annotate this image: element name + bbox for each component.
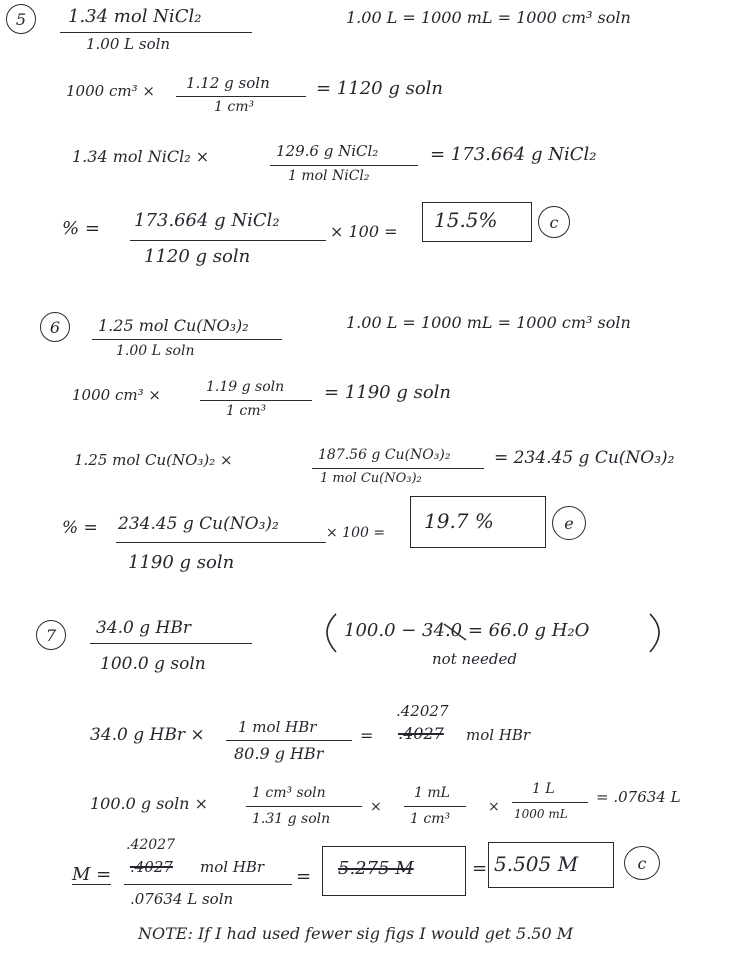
p7-dens-bar	[246, 806, 362, 807]
p6-percent-label: % =	[62, 518, 98, 538]
p7-conv-numerator: 1 mol HBr	[238, 718, 317, 736]
p5-given-numerator: 1.34 mol NiCl₂	[68, 6, 202, 27]
p6-grams-result: = 234.45 g Cu(NO₃)₂	[494, 448, 675, 468]
p7-choice: c	[624, 846, 660, 880]
p7-ml-bar	[404, 806, 466, 807]
p6-mass-lead: 1000 cm³ ×	[72, 386, 161, 404]
p5-answer: 15.5%	[434, 208, 498, 232]
p7-ml-denominator: 1 cm³	[410, 811, 451, 827]
p7-conv-bar	[226, 740, 352, 741]
p6-density-numerator: 1.19 g soln	[206, 379, 285, 395]
p7-l-numerator: 1 L	[532, 781, 555, 797]
p5-mass-lead: 1000 cm³ ×	[66, 82, 155, 100]
p5-density-numerator: 1.12 g soln	[186, 74, 270, 92]
p7-conv-denominator: 80.9 g HBr	[234, 744, 324, 763]
problem-6-number: 6	[40, 312, 70, 342]
p5-molar-denominator: 1 mol NiCl₂	[288, 168, 370, 184]
p7-volume-result: = .07634 L	[596, 788, 681, 806]
p7-moles-original: .4027	[398, 724, 444, 743]
p7-m-num-unit: mol HBr	[200, 858, 265, 876]
problem-7-number: 7	[36, 620, 66, 650]
p5-molar-numerator: 129.6 g NiCl₂	[276, 142, 379, 160]
p6-choice: e	[552, 506, 586, 540]
p7-answer-equals: =	[472, 858, 488, 879]
p7-molarity-label: M =	[72, 864, 112, 885]
p7-l-bar	[512, 802, 588, 803]
p6-given-denominator: 1.00 L soln	[116, 343, 195, 359]
p6-molar-numerator: 187.56 g Cu(NO₃)₂	[318, 447, 451, 463]
p7-ml-numerator: 1 mL	[414, 785, 450, 801]
p7-moles-lead: 34.0 g HBr ×	[90, 725, 205, 745]
p5-choice: c	[538, 206, 570, 238]
p7-moles-corrected: .42027	[396, 702, 449, 720]
p7-old-answer: 5.275 M	[338, 858, 414, 879]
p6-times-100: × 100 =	[326, 525, 386, 541]
p7-note: NOTE: If I had used fewer sig figs I would get 5.50 M	[138, 924, 574, 943]
p7-moles-equals: =	[360, 726, 374, 745]
p7-l-denominator: 1000 mL	[514, 807, 568, 821]
p5-given-denominator: 1.00 L soln	[86, 35, 171, 53]
p5-density-denominator: 1 cm³	[214, 99, 255, 115]
p7-not-needed: not needed	[432, 650, 517, 668]
p7-given-denominator: 100.0 g soln	[100, 654, 206, 674]
p7-dens-denominator: 1.31 g soln	[252, 811, 331, 827]
p7-times-b: ×	[488, 799, 500, 815]
p6-given-numerator: 1.25 mol Cu(NO₃)₂	[98, 316, 249, 335]
p7-m-bar	[124, 884, 292, 885]
p7-volume-lead: 100.0 g soln ×	[90, 794, 208, 813]
p6-molar-denominator: 1 mol Cu(NO₃)₂	[320, 471, 422, 486]
p7-given-numerator: 34.0 g HBr	[96, 618, 191, 638]
p5-mass-result: = 1120 g soln	[316, 78, 444, 99]
p7-answer: 5.505 M	[494, 852, 579, 876]
p6-answer: 19.7 %	[424, 509, 494, 533]
p6-volume-equation: 1.00 L = 1000 mL = 1000 cm³ soln	[346, 313, 631, 332]
p5-percent-denominator: 1120 g soln	[144, 246, 251, 267]
p7-m-num-corrected: .42027	[126, 837, 175, 853]
p5-grams-result: = 173.664 g NiCl₂	[430, 144, 597, 165]
p7-m-num-original: .4027	[130, 858, 173, 876]
problem-5-number: 5	[6, 4, 36, 34]
p5-percent-numerator: 173.664 g NiCl₂	[134, 210, 280, 231]
p7-water-calc: 100.0 − 34.0 = 66.0 g H₂O	[344, 620, 590, 641]
p6-percent-denominator: 1190 g soln	[128, 552, 235, 573]
p7-moles-unit: mol HBr	[466, 726, 531, 744]
p5-percent-label: % =	[62, 218, 100, 239]
p6-mass-result: = 1190 g soln	[324, 382, 452, 403]
p6-density-denominator: 1 cm³	[226, 403, 267, 419]
p7-m-denominator: .07634 L soln	[130, 890, 234, 908]
p7-m-equals: =	[296, 866, 312, 887]
p6-moles-lead: 1.25 mol Cu(NO₃)₂ ×	[74, 451, 233, 469]
p7-times-a: ×	[370, 799, 382, 815]
p6-percent-numerator: 234.45 g Cu(NO₃)₂	[118, 514, 279, 534]
p5-times-100: × 100 =	[330, 222, 398, 241]
p5-volume-equation: 1.00 L = 1000 mL = 1000 cm³ soln	[346, 8, 631, 27]
p5-moles-lead: 1.34 mol NiCl₂ ×	[72, 147, 210, 166]
p7-dens-numerator: 1 cm³ soln	[252, 785, 326, 801]
